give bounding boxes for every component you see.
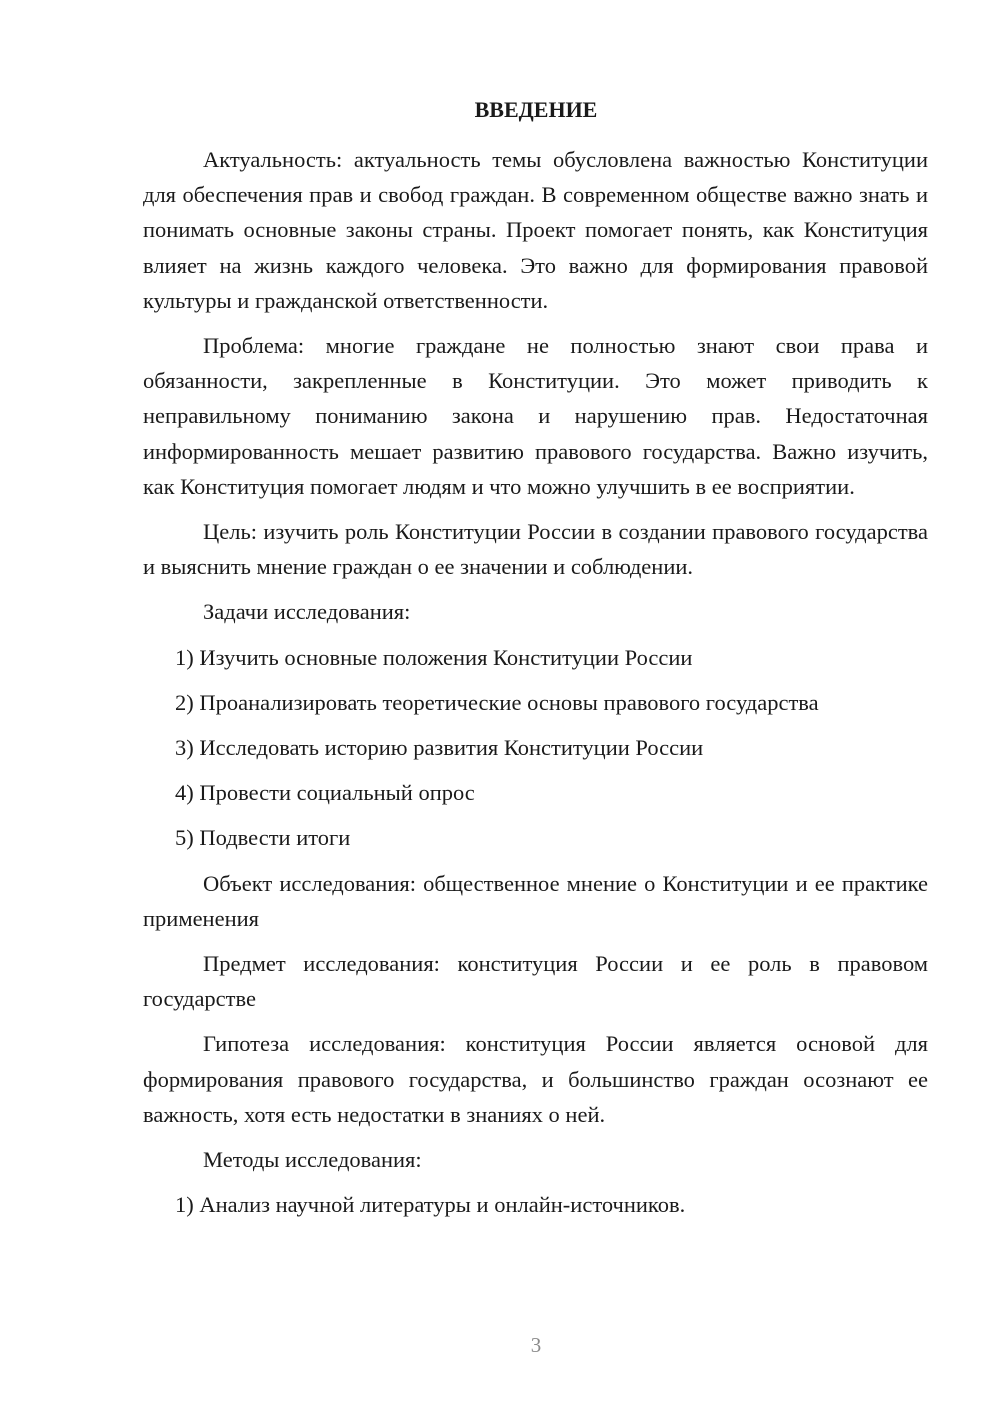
section-title: ВВЕДЕНИЕ (474, 97, 598, 122)
paragraph-object: Объект исследования: общественное мнение о Конституции и ее практике применения (143, 870, 928, 931)
paragraph-relevance: Актуальность: актуальность темы обусловлена важностью Конституции для обеспечения прав и свобод граждан. В современном обществе важно знать и понимать основные законы страны. Проект помогает понять, как Конституция влияет на жизнь каждого человека. Это важно для формирования правовой культуры и гражданской ответственности. (143, 147, 928, 313)
page-number: 3 (530, 1333, 542, 1357)
paragraph-methods-heading: Методы исследования: (203, 1147, 422, 1173)
paragraph-problem: Проблема: многие граждане не полностью знают свои права и обязанности, закрепленные в Конституции. Это может приводить к неправильному пониманию закона и нарушению прав. Недостаточная информированность мешает развитию правового государства. Важно изучить, как Конституция помогает людям и что можно улучшить в ее восприятии. (143, 333, 928, 499)
list-item-task-5: 5) Подвести итоги (175, 825, 351, 851)
list-item-task-2: 2) Проанализировать теоретические основы правового государства (175, 689, 819, 715)
list-item-task-1: 1) Изучить основные положения Конституции России (175, 644, 693, 670)
list-item-method-1: 1) Анализ научной литературы и онлайн-источников. (175, 1192, 686, 1218)
document-body (143, 142, 928, 1232)
paragraph-hypothesis: Гипотеза исследования: конституция России является основой для формирования правового государства, и большинство граждан осознают ее важность, хотя есть недостатки в знаниях о ней. (143, 1031, 928, 1127)
paragraph-subject: Предмет исследования: конституция России и ее роль в правовом государстве (143, 951, 928, 1012)
list-item-task-3: 3) Исследовать историю развития Конституции России (175, 735, 704, 761)
paragraph-tasks-heading: Задачи исследования: (203, 599, 411, 625)
list-item-task-4: 4) Провести социальный опрос (175, 780, 475, 806)
paragraph-goal: Цель: изучить роль Конституции России в создании правового государства и выяснить мнение граждан о ее значении и соблюдении. (143, 519, 928, 580)
